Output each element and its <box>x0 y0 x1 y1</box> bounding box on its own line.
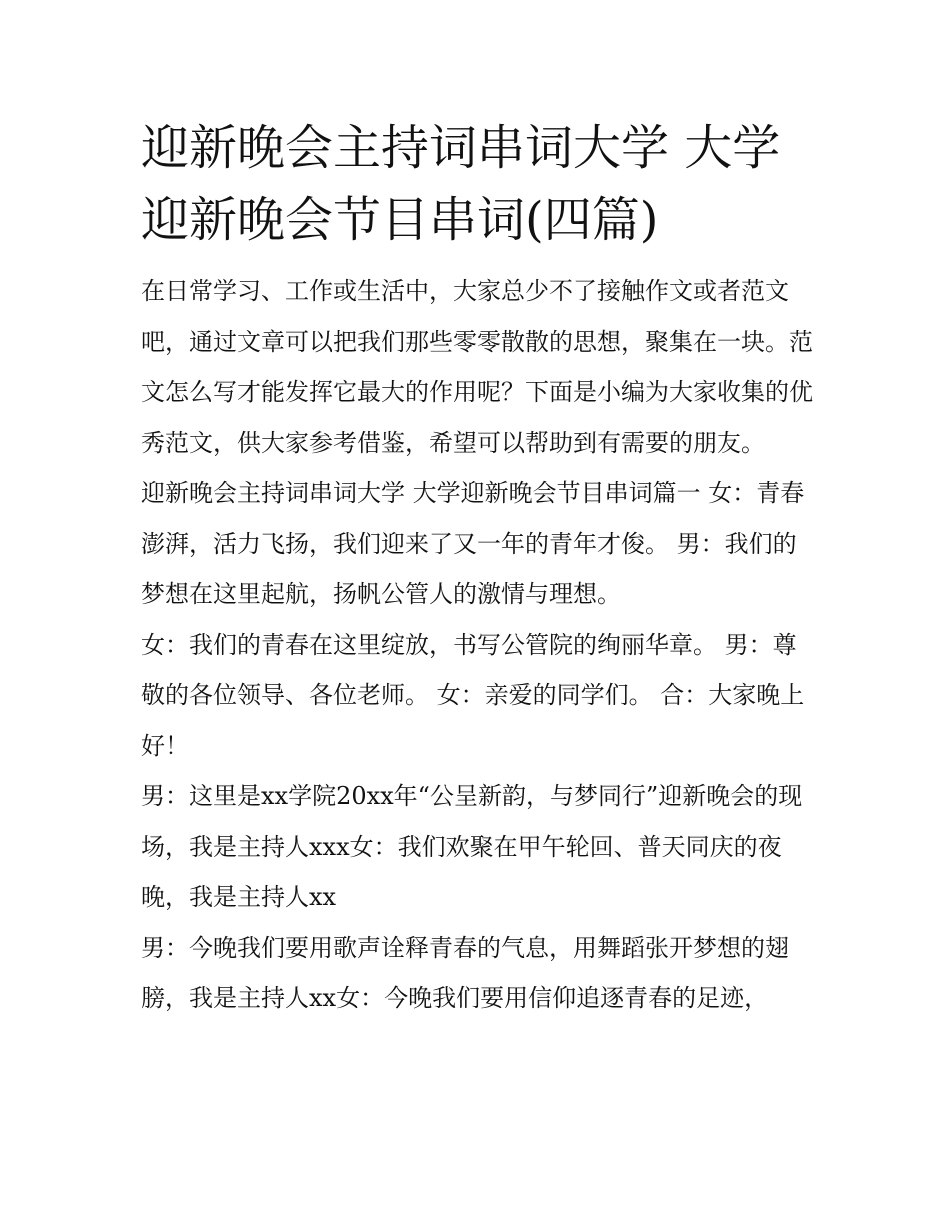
document-content <box>141 112 813 1024</box>
paragraph-tonight: 男：今晚我们要用歌声诠释青春的气息，用舞蹈张开梦想的翅膀，我是主持人xx女：今晚我们要用信仰追逐青春的足迹， <box>141 933 789 1012</box>
paragraph-opening: 迎新晚会主持词串词大学 大学迎新晚会节目串词篇一 女：青春澎湃，活力飞扬，我们迎来了又一年的青年才俊。 男：我们的梦想在这里起航，扬帆公管人的激情与理想。 <box>141 479 805 608</box>
paragraph-greeting: 女：我们的青春在这里绽放，书写公管院的绚丽华章。 男：尊敬的各位领导、各位老师。 女：亲爱的同学们。 合：大家晚上好！ <box>141 630 805 760</box>
paragraph-intro: 在日常学习、工作或生活中，大家总少不了接触作文或者范文吧，通过文章可以把我们那些零零散散的思想，聚集在一块。范文怎么写才能发挥它最大的作用呢？下面是小编为大家收集的优秀范文，供大家参考借鉴，希望可以帮助到有需要的朋友。 <box>141 277 813 457</box>
paragraph-host-intro: 男：这里是xx学院20xx年“公呈新韵，与梦同行”迎新晚会的现场，我是主持人xxx女：我们欢聚在甲午轮回、普天同庆的夜晚，我是主持人xx <box>141 782 803 911</box>
document-body <box>141 266 813 1024</box>
document-title: 迎新晚会主持词串词大学 大学迎新晚会节目串词(四篇) <box>141 120 781 248</box>
